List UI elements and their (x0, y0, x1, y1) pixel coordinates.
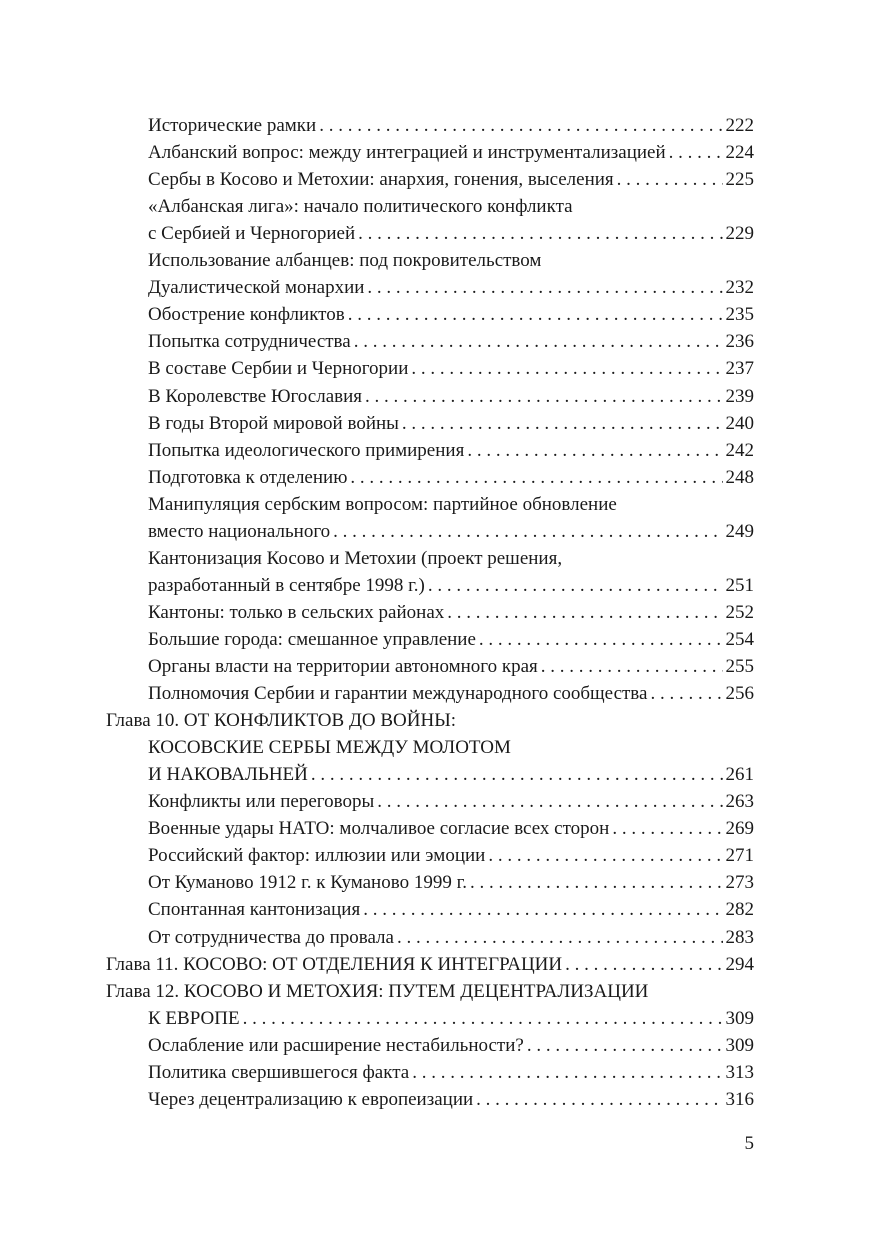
toc-entry-title: Подготовка к отделению (148, 466, 348, 488)
toc-entry-title: Попытка идеологического примирения (148, 439, 465, 461)
dot-leader (650, 680, 722, 707)
toc-entry-line (148, 599, 754, 626)
dot-leader (350, 464, 722, 491)
toc-entry-title: Албанский вопрос: между интеграцией и инструментализацией (148, 142, 666, 164)
dot-leader (612, 815, 722, 842)
dot-leader (479, 626, 723, 653)
toc-page-number: 251 (725, 574, 754, 596)
toc-entry-line (148, 896, 754, 923)
toc-entry-title: Исторические рамки (148, 115, 317, 136)
dot-leader (617, 166, 723, 193)
toc-page-number: 294 (725, 953, 754, 975)
dot-leader (428, 572, 723, 599)
dot-leader (488, 842, 722, 869)
toc-entry-line (148, 545, 562, 572)
toc-page-number: 255 (725, 656, 754, 677)
toc-page-number: 254 (725, 628, 754, 650)
dot-leader (365, 383, 722, 410)
toc-entry-line (148, 1086, 754, 1113)
toc-page-number: 224 (725, 142, 754, 164)
toc-entry-title: Обострение конфликтов (148, 304, 345, 326)
toc-page-number: 309 (725, 1007, 754, 1029)
toc-page-number: 229 (725, 223, 754, 245)
toc-entry-title: Попытка сотрудничества (148, 331, 351, 353)
toc-entry-title: разработанный в сентябре 1998 г.) (148, 574, 425, 596)
toc-entry-line (148, 139, 754, 166)
dot-leader (402, 410, 723, 437)
toc-entry-title: Российский фактор: иллюзии или эмоции (148, 845, 486, 867)
page-number: 5 (744, 1133, 754, 1154)
toc-entry-line (148, 301, 754, 328)
toc-page-number: 282 (725, 899, 754, 921)
toc-entry-title: Ослабление или расширение нестабильности? (148, 1034, 524, 1056)
toc-entry-line (148, 626, 754, 653)
toc-page-number: 222 (725, 115, 754, 136)
toc-entry-title: Политика свершившегося факта (148, 1061, 410, 1083)
toc-entry-line (148, 518, 754, 545)
toc-entry-title: Сербы в Косово и Метохии: анархия, гонения, выселения (148, 169, 614, 191)
toc-chapter-line (106, 707, 456, 734)
toc-entry-title: Дуалистической монархии (148, 277, 365, 299)
toc-entry-title: Через децентрализацию к европеизации (148, 1088, 474, 1110)
dot-leader (311, 761, 723, 788)
toc-chapter-line (106, 978, 648, 1005)
toc-entry-line (148, 788, 754, 815)
toc-entry-title: Глава 12. КОСОВО И МЕТОХИЯ: ПУТЕМ ДЕЦЕНТРАЛИЗАЦИИ (106, 980, 649, 1002)
toc-entry-line (148, 410, 754, 437)
toc-entry-line (148, 355, 754, 382)
dot-leader (412, 1059, 722, 1086)
toc-entry-line (148, 1059, 754, 1086)
dot-leader (447, 599, 722, 626)
toc-entry-line (148, 274, 754, 301)
toc-entry-line (148, 383, 754, 410)
dot-leader (367, 274, 722, 301)
toc-page-number: 252 (725, 601, 754, 623)
toc-entry-title: Кантоны: только в сельских районах (148, 601, 445, 623)
toc-entry-line (148, 247, 541, 274)
dot-leader (319, 112, 722, 139)
dot-leader (397, 924, 723, 951)
toc-page-number: 263 (725, 791, 754, 813)
toc-entry-line (148, 193, 573, 220)
toc-page-number: 261 (725, 764, 754, 786)
toc-page-number: 271 (725, 845, 754, 867)
toc-page-number: 236 (725, 331, 754, 353)
toc-entry-title: От сотрудничества до провала (148, 926, 394, 948)
toc-page-number: 313 (725, 1061, 754, 1083)
toc-entry-title: Использование албанцев: под покровительством (148, 250, 542, 272)
toc-entry-title: Кантонизация Косово и Метохии (проект решения, (148, 547, 563, 569)
toc-entry-line (148, 842, 754, 869)
toc-page-number: 309 (725, 1034, 754, 1056)
toc-entry-title: Манипуляция сербским вопросом: партийное обновление (148, 493, 617, 515)
toc-page-number: 269 (725, 818, 754, 840)
toc-page-number: 248 (725, 466, 754, 488)
toc-page-number: 239 (725, 385, 754, 407)
toc-entry-title: Органы власти на территории автономного края (148, 656, 538, 677)
toc-page-number: 232 (725, 277, 754, 299)
dot-leader (363, 896, 722, 923)
dot-leader (669, 139, 723, 166)
toc-entry-line (148, 653, 754, 680)
toc-page-number: 256 (725, 683, 754, 705)
toc-entry-line (148, 761, 754, 788)
dot-leader (377, 788, 722, 815)
toc-entry-title: Спонтанная кантонизация (148, 899, 361, 921)
dot-leader (333, 518, 722, 545)
toc-entry-title: В составе Сербии и Черногории (148, 358, 409, 380)
dot-leader (348, 301, 723, 328)
dot-leader (541, 653, 723, 680)
toc-page-number: 237 (725, 358, 754, 380)
dot-leader (476, 1086, 722, 1113)
toc-entry-line (148, 1005, 754, 1032)
dot-leader (467, 437, 722, 464)
toc-entry-line (148, 572, 754, 599)
toc-entry-line (148, 220, 754, 247)
toc-entry-title: Большие города: смешанное управление (148, 628, 476, 650)
dot-leader (470, 869, 723, 896)
dot-leader (411, 355, 722, 382)
toc-entry-title: К ЕВРОПЕ (148, 1007, 240, 1029)
toc-page-number: 235 (725, 304, 754, 326)
toc-entry-line (148, 464, 754, 491)
toc-entry-line (148, 328, 754, 355)
dot-leader (358, 220, 722, 247)
toc-entry-title: От Куманово 1912 г. к Куманово 1999 г. (148, 872, 467, 894)
toc-entry-line (148, 924, 754, 951)
toc-entry-title: вместо национального (148, 520, 331, 542)
toc-entry-title: В Королевстве Югославия (148, 385, 363, 407)
toc-page-number: 225 (725, 169, 754, 191)
toc-page-number: 249 (725, 520, 754, 542)
dot-leader (354, 328, 723, 355)
toc-entry-title: Глава 10. ОТ КОНФЛИКТОВ ДО ВОЙНЫ: (106, 710, 457, 732)
toc-entry-title: «Албанская лига»: начало политического конфликта (148, 196, 573, 218)
toc-entry-line (148, 869, 754, 896)
toc-page-number: 273 (725, 872, 754, 894)
toc-entry-line (148, 1032, 754, 1059)
dot-leader (527, 1032, 723, 1059)
toc-entry-line (148, 815, 754, 842)
toc-entry-title: КОСОВСКИЕ СЕРБЫ МЕЖДУ МОЛОТОМ (148, 737, 511, 759)
toc-entry-line (148, 112, 754, 139)
toc-entry-title: с Сербией и Черногорией (148, 223, 356, 245)
toc-page-number: 240 (725, 412, 754, 434)
toc-entry-line (148, 491, 617, 518)
toc-page-number: 316 (725, 1088, 754, 1110)
toc-entry-title: Глава 11. КОСОВО: ОТ ОТДЕЛЕНИЯ К ИНТЕГРАЦИИ (106, 953, 563, 975)
toc-entry-line (148, 166, 754, 193)
toc-entry-title: Конфликты или переговоры (148, 791, 375, 813)
toc-entry-line (148, 734, 511, 761)
dot-leader (243, 1005, 723, 1032)
toc-page-number: 283 (725, 926, 754, 948)
toc-chapter-line (106, 951, 754, 978)
toc-page-number: 242 (725, 439, 754, 461)
toc-entry-title: Полномочия Сербии и гарантии международного сообщества (148, 683, 648, 705)
toc-entry-title: И НАКОВАЛЬНЕЙ (148, 764, 308, 786)
toc-entry-line (148, 680, 754, 707)
toc-entry-title: Военные удары НАТО: молчаливое согласие всех сторон (148, 818, 610, 840)
dot-leader (565, 951, 722, 978)
toc-entry-line (148, 437, 754, 464)
toc-entry-title: В годы Второй мировой войны (148, 412, 399, 434)
